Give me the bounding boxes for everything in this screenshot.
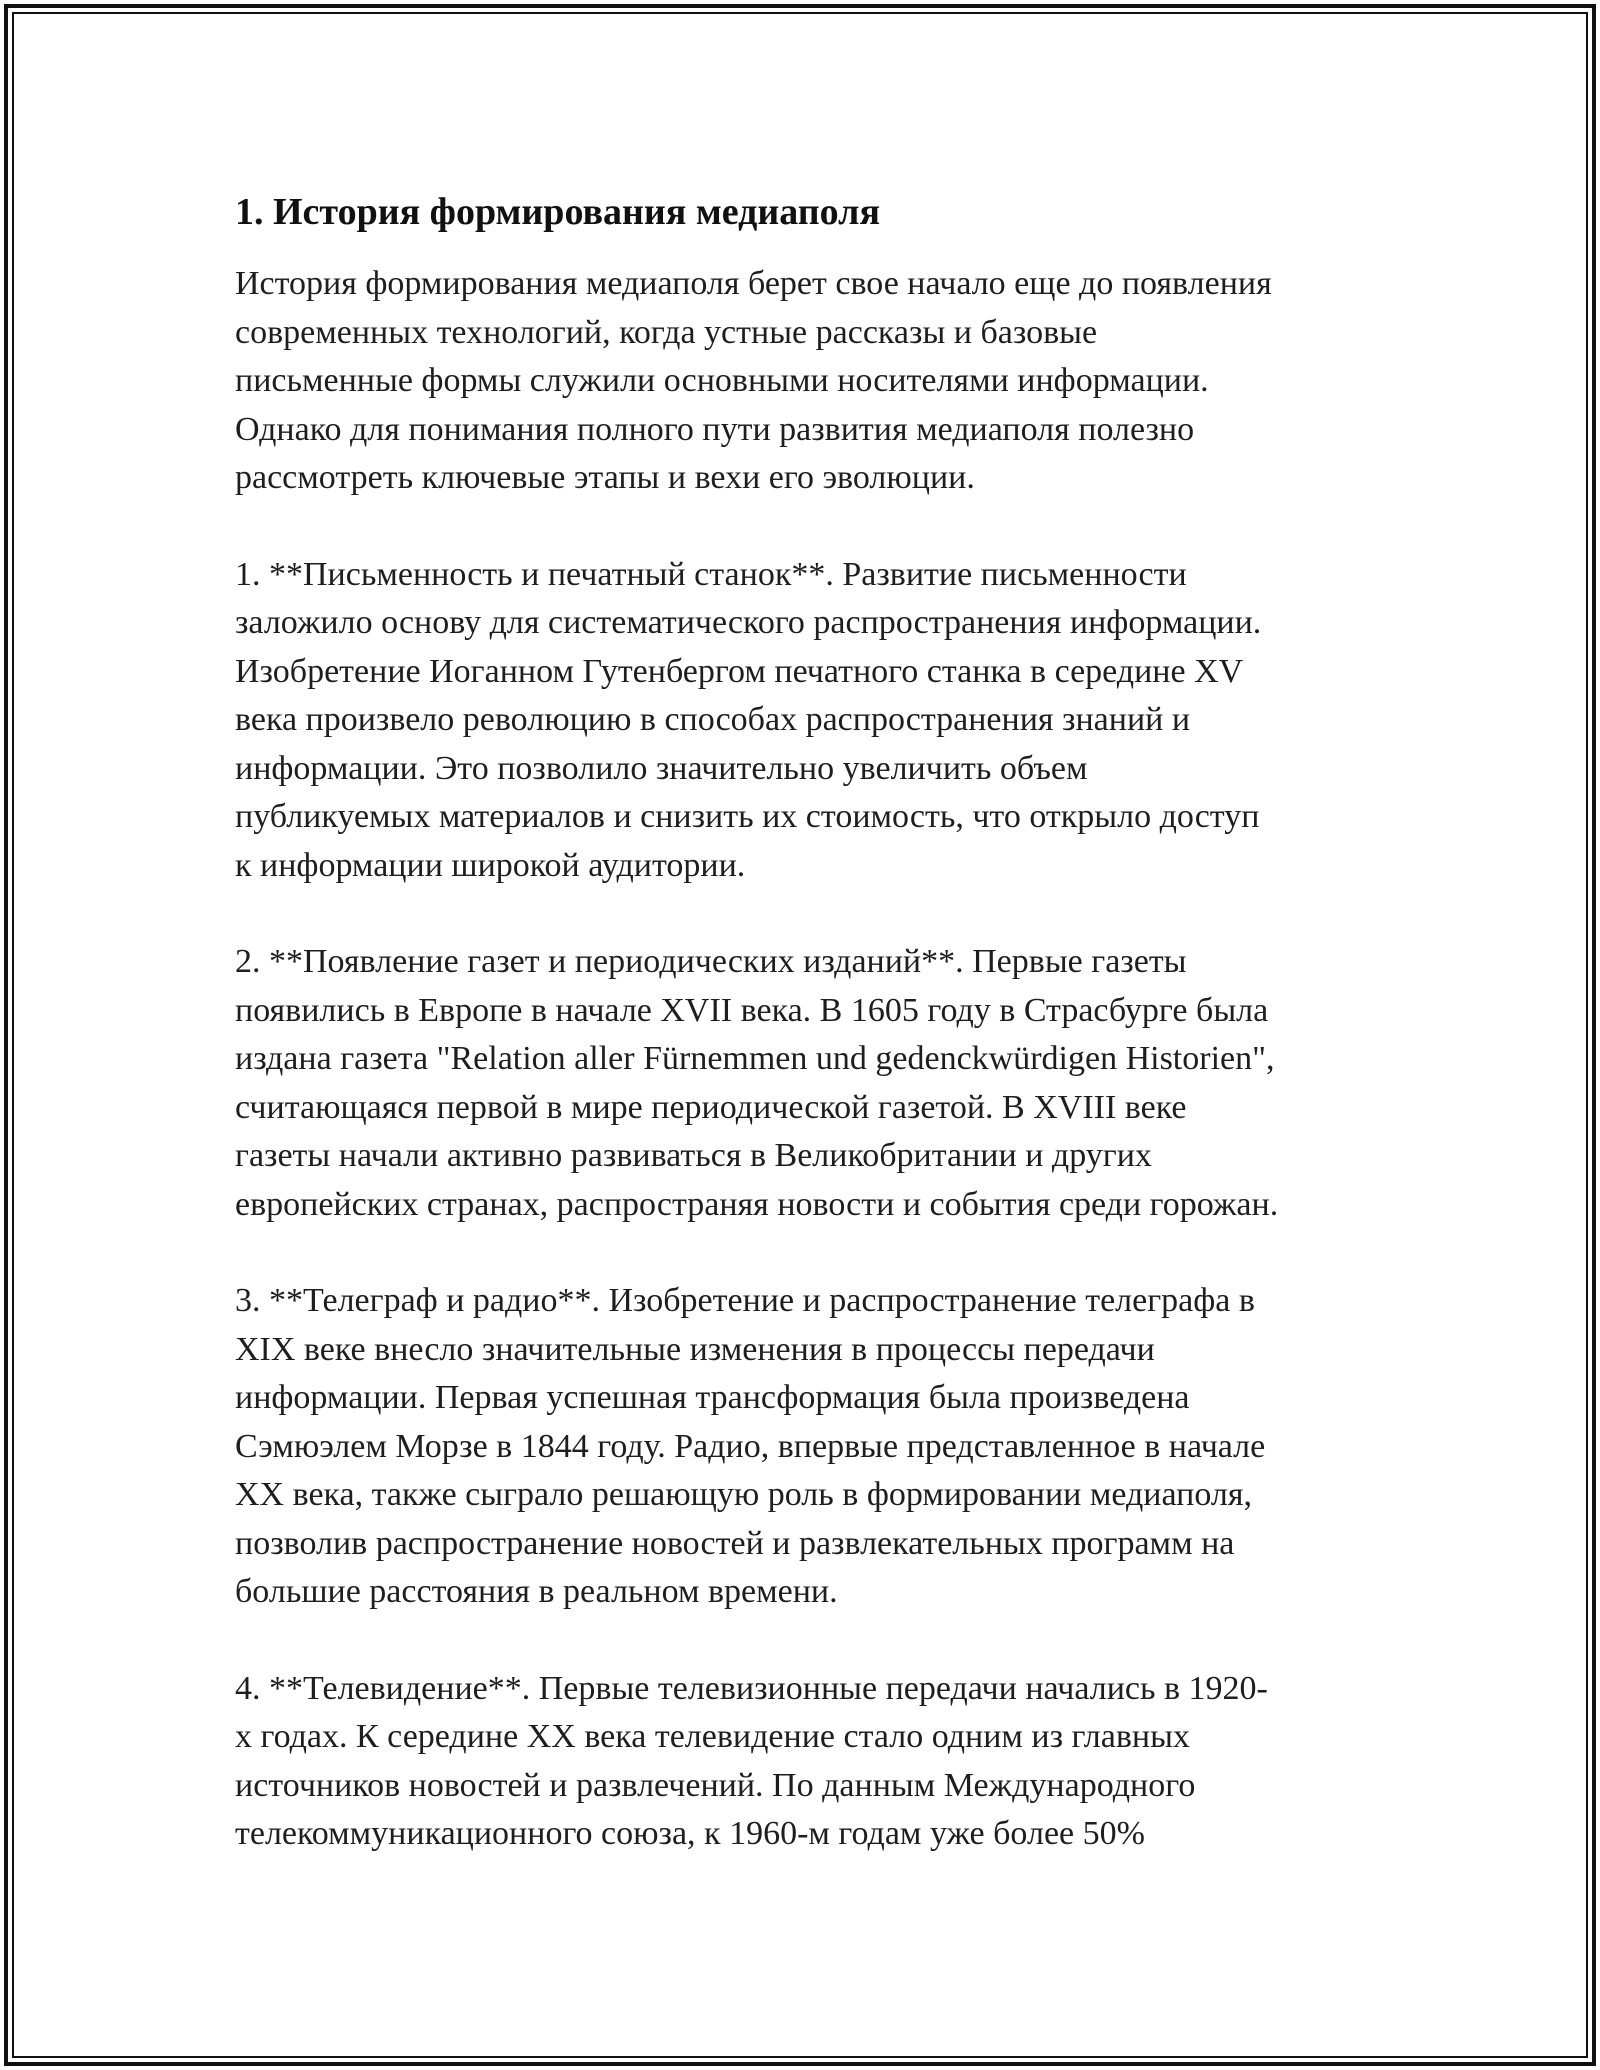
text-line: современных технологий, когда устные рассказы и базовые	[235, 313, 1098, 351]
text-line: появились в Европе в начале XVII века. В 1605 году в Страсбурге была	[235, 991, 1269, 1029]
text-line: XIX веке внесло значительные изменения в процессы передачи	[235, 1330, 1155, 1368]
text-line: газеты начали активно развиваться в Великобритании и других	[235, 1137, 1152, 1174]
text-line: телекоммуникационного союза, к 1960-м годам уже более 50%	[235, 1815, 1145, 1852]
text-line: позволив распространение новостей и развлекательных программ на	[235, 1524, 1235, 1562]
text-line: х годах. К середине XX века телевидение стало одним из главных	[235, 1718, 1190, 1755]
text-line: 4. **Телевидение**. Первые телевизионные передачи начались в 1920-	[235, 1669, 1268, 1707]
text-line: к информации широкой аудитории.	[235, 846, 746, 884]
text-line: века произвело революцию в способах распространения знаний и	[235, 701, 1191, 738]
paragraph-newspapers	[235, 938, 1375, 1229]
text-line: Изобретение Иоганном Гутенбергом печатного станка в середине XV	[235, 652, 1244, 690]
text-line: 2. **Появление газет и периодических изданий**. Первые газеты	[235, 943, 1187, 980]
text-line: информации. Первая успешная трансформация была произведена	[235, 1379, 1190, 1416]
text-line: Сэмюэлем Морзе в 1844 году. Радио, впервые представленное в начале	[235, 1427, 1266, 1465]
text-line: информации. Это позволило значительно увеличить объем	[235, 749, 1088, 787]
text-line: публикуемых материалов и снизить их стоимость, что открыло доступ	[235, 798, 1260, 835]
paragraph-intro	[235, 260, 1375, 503]
text-line: издана газета "Relation aller Fürnemmen und gedenckwürdigen Historien",	[235, 1040, 1275, 1077]
text-line: заложило основу для систематического распространения информации.	[235, 604, 1262, 641]
text-line: европейских странах, распространяя новости и события среди горожан.	[235, 1185, 1279, 1223]
text-line: 3. **Телеграф и радио**. Изобретение и распространение телеграфа в	[235, 1282, 1255, 1319]
text-line: источников новостей и развлечений. По данным Международного	[235, 1766, 1196, 1804]
paragraph-television	[235, 1665, 1375, 1859]
paragraph-writing-and-printing	[235, 551, 1375, 891]
text-line: 1. **Письменность и печатный станок**. Развитие письменности	[235, 555, 1187, 593]
document-body	[235, 186, 1375, 1907]
text-line: XX века, также сыграло решающую роль в формировании медиаполя,	[235, 1476, 1252, 1513]
text-line: письменные формы служили основными носителями информации.	[235, 362, 1209, 399]
text-line: большие расстояния в реальном времени.	[235, 1573, 838, 1610]
paragraph-telegraph-and-radio	[235, 1277, 1375, 1617]
text-line: Однако для понимания полного пути развития медиаполя полезно	[235, 410, 1195, 448]
text-line: История формирования медиаполя берет свое начало еще до появления	[235, 265, 1272, 302]
section-heading: 1. История формирования медиаполя	[235, 191, 880, 233]
text-line: рассмотреть ключевые этапы и вехи его эволюции.	[235, 459, 975, 496]
text-line: считающаяся первой в мире периодической газетой. В XVIII веке	[235, 1088, 1187, 1126]
